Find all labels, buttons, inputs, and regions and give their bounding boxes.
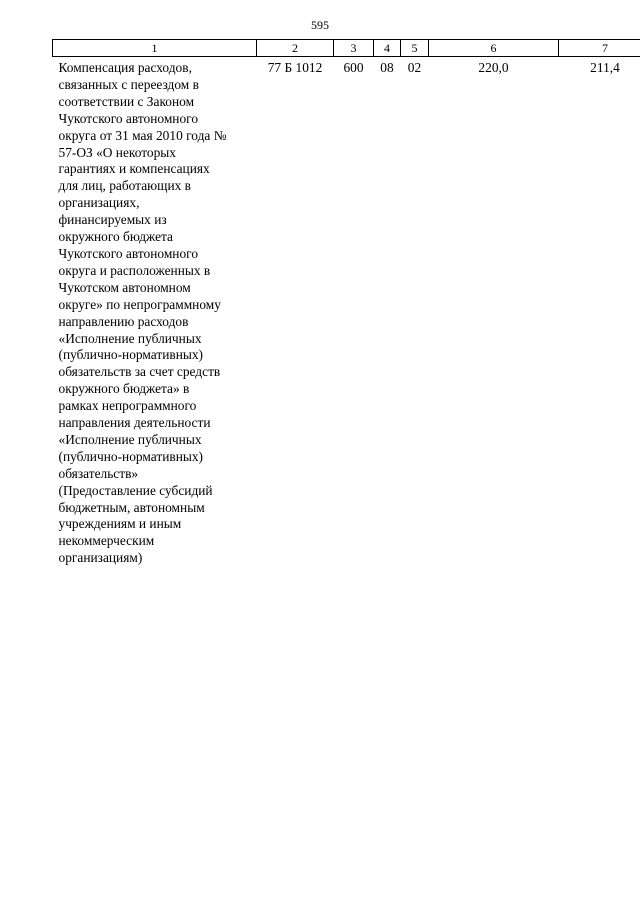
description-line: бюджетным, автономным bbox=[58, 499, 205, 515]
subsection-code: 02 bbox=[407, 60, 422, 75]
description-line: некоммерческим bbox=[58, 533, 155, 549]
description-line: финансируемых из bbox=[58, 212, 167, 228]
description-line: окружного бюджета» в bbox=[58, 381, 190, 397]
description-line: связанных с переездом в bbox=[58, 76, 199, 92]
description-line: (Предоставление субсидий bbox=[58, 482, 213, 498]
description-line: рамках непрограммного bbox=[58, 398, 197, 414]
description-line: 57-ОЗ «О некоторых bbox=[58, 144, 177, 160]
header-row bbox=[53, 40, 640, 57]
description-line: округе» по непрограммному bbox=[58, 296, 221, 312]
description-line: Компенсация расходов, bbox=[58, 60, 192, 75]
description-line: окружного бюджета bbox=[58, 229, 173, 245]
column-header-4: 4 bbox=[374, 40, 401, 57]
description-line: Чукотского автономного bbox=[58, 110, 199, 126]
description-line: организациях, bbox=[58, 195, 140, 211]
description-line: гарантиях и компенсациях bbox=[58, 161, 210, 177]
description-line: «Исполнение публичных bbox=[58, 431, 202, 447]
expense-type-code: 600 bbox=[343, 60, 364, 75]
description-line: «Исполнение публичных bbox=[58, 330, 202, 346]
description-line: Чукотском автономном bbox=[58, 279, 191, 295]
description-line: округа от 31 мая 2010 года № bbox=[58, 127, 227, 143]
description-line: соответствии с Законом bbox=[58, 93, 195, 109]
table-body bbox=[53, 57, 640, 568]
description-line: организациям) bbox=[58, 550, 143, 566]
target-article-code: 77 Б 1012 bbox=[267, 60, 323, 75]
description-line: округа и расположенных в bbox=[58, 262, 211, 278]
column-header-6: 6 bbox=[429, 40, 559, 57]
table-row bbox=[53, 57, 640, 568]
page-number: 595 bbox=[311, 18, 329, 32]
expense-description bbox=[53, 57, 257, 568]
description-line: для лиц, работающих в bbox=[58, 178, 191, 194]
column-header-2: 2 bbox=[257, 40, 334, 57]
description-line: обязательств» bbox=[58, 465, 139, 481]
amount-column-6: 220,0 bbox=[478, 60, 509, 75]
description-line: Чукотского автономного bbox=[58, 245, 199, 261]
section-code: 08 bbox=[380, 60, 394, 75]
column-header-3: 3 bbox=[334, 40, 374, 57]
description-line: учреждениям и иным bbox=[58, 516, 182, 532]
description-line: обязательств за счет средств bbox=[58, 364, 221, 380]
column-header-1: 1 bbox=[53, 40, 257, 57]
description-line: направления деятельности bbox=[58, 415, 211, 431]
column-header-7: 7 bbox=[559, 40, 640, 57]
column-header-5: 5 bbox=[401, 40, 429, 57]
description-line: (публично-нормативных) bbox=[58, 347, 204, 363]
amount-column-7: 211,4 bbox=[590, 60, 620, 75]
description-line: (публично-нормативных) bbox=[58, 448, 204, 464]
table-header bbox=[53, 40, 640, 57]
description-line: направлению расходов bbox=[58, 313, 189, 329]
budget-table bbox=[52, 39, 640, 567]
